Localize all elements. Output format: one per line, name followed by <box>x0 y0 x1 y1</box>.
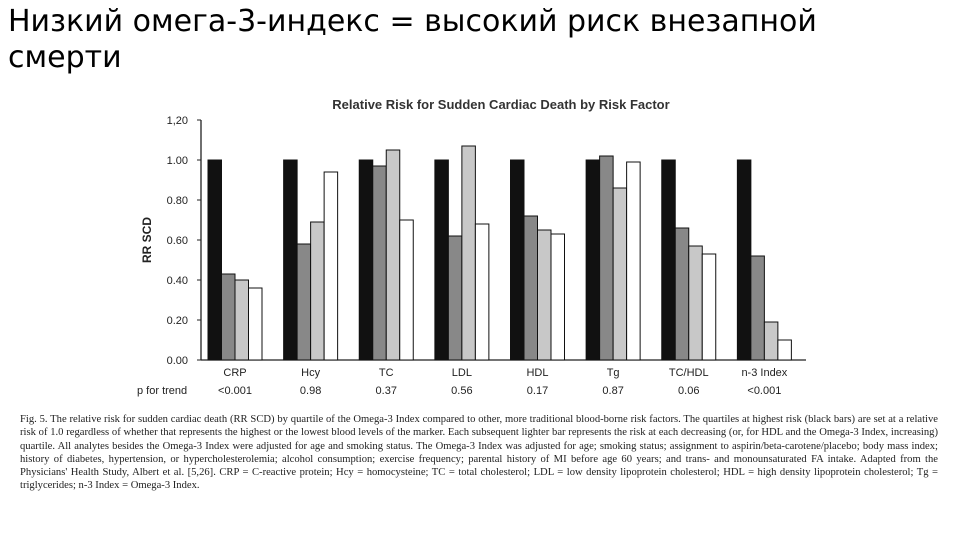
bar <box>475 224 489 360</box>
p-trend-value: 0.37 <box>375 385 397 397</box>
plot-area <box>167 115 806 397</box>
bar <box>462 146 476 360</box>
x-category-label: Tg <box>606 367 620 379</box>
bar <box>586 160 600 360</box>
x-category-label: HDL <box>526 367 549 379</box>
x-category-label: CRP <box>223 367 247 379</box>
bar <box>538 230 552 360</box>
x-category-label: TC <box>378 367 394 379</box>
bar <box>208 160 222 360</box>
x-category-label: n-3 Index <box>741 367 788 379</box>
bar <box>600 156 614 360</box>
y-tick-label: 1.00 <box>166 155 188 167</box>
p-trend-value: <0.001 <box>747 385 782 397</box>
y-axis-label: RR SCD <box>140 216 154 264</box>
p-trend-value: <0.001 <box>218 385 252 397</box>
bar <box>359 160 373 360</box>
bar <box>613 188 627 360</box>
x-category-label: Hcy <box>301 367 321 379</box>
bar <box>324 172 338 360</box>
y-tick-label: 0.60 <box>166 235 188 247</box>
slide-title: Низкий омега-3-индекс = высокий риск внезапной смерти <box>8 4 817 75</box>
bar <box>297 244 311 360</box>
p-trend-value: 0.17 <box>526 385 549 397</box>
bar <box>235 280 249 360</box>
p-trend-label: p for trend <box>137 385 188 397</box>
bar <box>675 228 689 360</box>
bar <box>751 256 765 360</box>
bar <box>448 236 462 360</box>
bar <box>222 274 236 360</box>
y-tick-label: 0.40 <box>166 275 188 287</box>
bar <box>400 220 414 360</box>
bar <box>511 160 525 360</box>
bar <box>284 160 298 360</box>
bar <box>662 160 676 360</box>
bar <box>764 322 778 360</box>
bar <box>435 160 449 360</box>
y-tick-label: 0.80 <box>166 195 188 207</box>
x-category-label: LDL <box>451 367 472 379</box>
bar <box>737 160 751 360</box>
p-trend-value: 0.56 <box>451 385 473 397</box>
figure-caption: Fig. 5. The relative risk for sudden cardiac death (RR SCD) by quartile of the Omega-3 Index compared to other, more traditional blood-borne risk factors. The quartiles at highest risk (black bars) are set at a relative risk of 1.0 regardless of whether that represents the highest or the lowest blood levels of the marker. Each subsequent lighter bar represents the risk at each decreasing (or, for HDL and the Omega-3 Index, increasing) quartile. All analytes besides the Omega-3 Index were adjusted for age and smoking status. The Omega-3 Index was adjusted for age; smoking status; assignment to aspirin/beta-carotene/placebo; body mass index; history of diabetes, hypertension, or hypercholesterolemia; alcohol consumption; exercise frequency; parental history of MI before age 60 years; and trans- and monounsaturated FA intake. Adapted from the Physicians' Health Study, Albert et al. [5,26]. CRP = C-reactive protein; Hcy = homocysteine; TC = total cholesterol; LDL = low density lipoprotein cholesterol; HDL = high density lipoprotein cholesterol; Tg = triglycerides; n-3 Index = Omega-3 Index. <box>20 414 938 492</box>
p-trend-value: 0.98 <box>299 385 322 397</box>
bar <box>386 150 400 360</box>
bar <box>702 254 716 360</box>
bar <box>249 288 263 360</box>
bar <box>524 216 538 360</box>
x-category-label: TC/HDL <box>668 367 709 379</box>
bar <box>627 162 641 360</box>
p-trend-value: 0.06 <box>678 385 700 397</box>
bar <box>778 340 792 360</box>
bar <box>551 234 565 360</box>
y-tick-label: 0.20 <box>166 315 188 327</box>
bar <box>373 166 387 360</box>
chart-title: Relative Risk for Sudden Cardiac Death by Risk Factor <box>332 97 670 112</box>
y-tick-label: 1,20 <box>166 115 188 127</box>
bar <box>311 222 325 360</box>
bar <box>689 246 703 360</box>
y-tick-label: 0.00 <box>166 355 188 367</box>
p-trend-value: 0.87 <box>602 385 624 397</box>
